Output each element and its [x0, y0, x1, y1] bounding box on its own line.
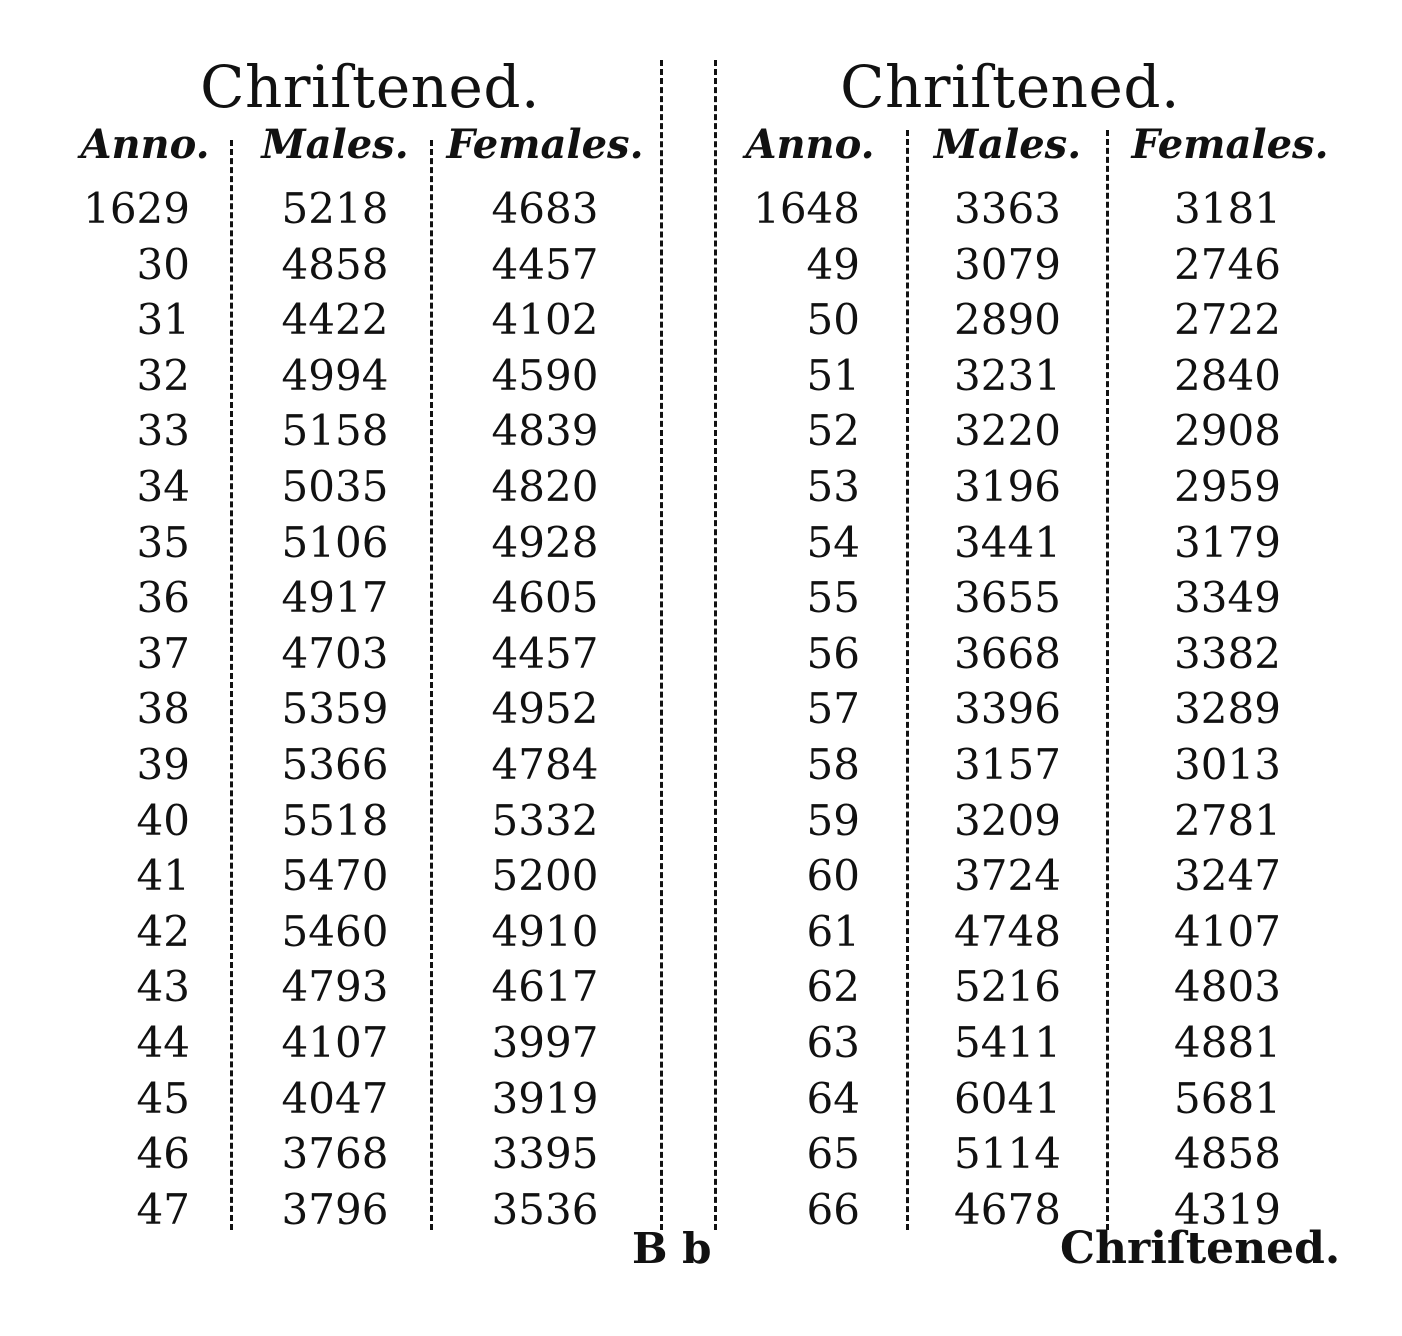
left-cell-anno: 43 — [136, 962, 190, 1012]
right-cell-females: 3181 — [1174, 184, 1281, 233]
right-cell-anno: 52 — [806, 406, 860, 456]
right-cell-males: 3157 — [954, 740, 1061, 789]
left-cell-females: 4820 — [491, 462, 599, 511]
right-cell-anno: 59 — [806, 795, 860, 845]
left-cell-anno: 37 — [136, 628, 190, 678]
right-cell-females: 2722 — [1174, 295, 1281, 345]
center-rule-right — [714, 60, 717, 1230]
right-cell-males: 4748 — [954, 906, 1061, 956]
left-cell-females: 3395 — [491, 1129, 599, 1179]
left-cell-males: 5106 — [281, 517, 389, 567]
right-cell-males: 3079 — [954, 239, 1061, 289]
left-cell-males: 5218 — [281, 184, 389, 233]
left-cell-females: 4683 — [491, 184, 599, 233]
signature-mark: B b — [632, 1224, 712, 1273]
right-cell-anno: 66 — [806, 1184, 860, 1234]
left-header-females: Females. — [446, 121, 644, 168]
left-cell-females: 4457 — [491, 628, 599, 678]
right-cell-males: 2890 — [954, 295, 1061, 345]
left-cell-females: 4457 — [491, 239, 599, 289]
right-cell-females: 2840 — [1174, 350, 1281, 400]
right-cell-anno: 49 — [806, 239, 860, 289]
right-cell-females: 3349 — [1174, 573, 1281, 623]
left-cell-males: 4858 — [281, 239, 389, 289]
left-cell-females: 4839 — [491, 406, 599, 456]
right-cell-females: 3179 — [1174, 517, 1281, 567]
left-cell-females: 4590 — [491, 350, 599, 400]
left-cell-males: 5518 — [281, 795, 389, 845]
left-cell-females: 4102 — [491, 295, 599, 345]
left-rule-anno-males — [230, 140, 233, 1230]
right-cell-females: 4803 — [1174, 962, 1281, 1012]
right-cell-anno: 55 — [806, 573, 860, 623]
right-cell-anno: 65 — [806, 1129, 860, 1179]
right-cell-males: 3363 — [954, 184, 1061, 233]
right-cell-anno: 1648 — [753, 184, 860, 233]
left-cell-anno: 32 — [136, 350, 190, 400]
right-cell-males: 6041 — [954, 1073, 1061, 1123]
right-cell-anno: 61 — [806, 906, 860, 956]
left-cell-anno: 46 — [136, 1129, 190, 1179]
right-cell-females: 2781 — [1174, 795, 1281, 845]
left-cell-females: 3997 — [491, 1018, 599, 1067]
right-cell-anno: 56 — [806, 628, 860, 678]
right-cell-females: 4319 — [1174, 1184, 1281, 1234]
right-rule-anno-males — [906, 130, 909, 1230]
left-cell-anno: 38 — [136, 684, 190, 734]
left-cell-males: 4994 — [281, 350, 389, 400]
left-cell-anno: 30 — [136, 239, 190, 289]
right-cell-males: 4678 — [954, 1184, 1061, 1234]
left-cell-females: 5200 — [491, 851, 599, 901]
right-cell-males: 3220 — [954, 406, 1061, 456]
right-cell-males: 3724 — [954, 851, 1061, 901]
left-cell-males: 5359 — [281, 684, 389, 734]
right-header-males: Males. — [933, 121, 1082, 168]
right-cell-males: 3441 — [954, 517, 1061, 567]
right-cell-females: 3013 — [1174, 740, 1281, 789]
left-cell-males: 5460 — [281, 906, 389, 956]
right-cell-females: 3247 — [1174, 851, 1281, 901]
left-cell-anno: 41 — [136, 851, 190, 901]
left-cell-anno: 31 — [136, 295, 190, 345]
catchword: Chriſtened. — [1060, 1223, 1341, 1274]
right-cell-males: 3209 — [954, 795, 1061, 845]
right-cell-females: 4107 — [1174, 906, 1281, 956]
left-cell-females: 4617 — [491, 962, 599, 1012]
right-cell-males: 3668 — [954, 628, 1061, 678]
right-cell-females: 3289 — [1174, 684, 1281, 734]
right-cell-anno: 60 — [806, 851, 860, 901]
left-cell-anno: 1629 — [83, 184, 190, 233]
right-header-females: Females. — [1131, 121, 1329, 168]
left-cell-females: 4910 — [491, 906, 599, 956]
left-header-anno: Anno. — [80, 121, 210, 168]
left-header-males: Males. — [261, 121, 409, 168]
right-cell-anno: 62 — [806, 962, 860, 1012]
left-cell-females: 4928 — [491, 517, 599, 567]
left-cell-females: 4784 — [491, 740, 599, 789]
right-cell-males: 5411 — [954, 1018, 1061, 1067]
right-header-anno: Anno. — [745, 121, 875, 168]
right-cell-females: 2908 — [1174, 406, 1281, 456]
left-cell-anno: 40 — [136, 795, 190, 845]
right-cell-females: 4881 — [1174, 1018, 1281, 1067]
right-cell-females: 4858 — [1174, 1129, 1281, 1179]
left-cell-males: 5035 — [281, 462, 389, 511]
right-table-title: Chriſtened. — [840, 53, 1180, 121]
left-cell-males: 4917 — [281, 573, 389, 623]
left-cell-males: 4703 — [281, 628, 389, 678]
right-cell-anno: 51 — [806, 350, 860, 400]
center-rule-left — [660, 60, 663, 1230]
left-cell-males: 5158 — [281, 406, 389, 456]
left-cell-females: 4952 — [491, 684, 599, 734]
right-cell-males: 3396 — [954, 684, 1061, 734]
left-cell-anno: 39 — [136, 740, 190, 789]
right-cell-anno: 64 — [806, 1073, 860, 1123]
left-cell-anno: 47 — [136, 1184, 190, 1234]
left-rule-males-females — [430, 140, 433, 1230]
right-rule-males-females — [1106, 130, 1109, 1230]
right-cell-anno: 57 — [806, 684, 860, 734]
left-cell-anno: 45 — [136, 1073, 190, 1123]
right-cell-anno: 50 — [806, 295, 860, 345]
right-cell-females: 3382 — [1174, 628, 1281, 678]
right-cell-anno: 63 — [806, 1018, 860, 1067]
right-cell-males: 3231 — [954, 350, 1061, 400]
right-cell-females: 5681 — [1174, 1073, 1281, 1123]
right-cell-males: 5216 — [954, 962, 1061, 1012]
left-cell-females: 5332 — [491, 795, 599, 845]
right-cell-anno: 58 — [806, 740, 860, 789]
left-cell-anno: 35 — [136, 517, 190, 567]
right-cell-anno: 53 — [806, 462, 860, 511]
right-cell-males: 3196 — [954, 462, 1061, 511]
right-cell-females: 2959 — [1174, 462, 1281, 511]
left-table-title: Chriſtened. — [200, 53, 540, 121]
left-cell-anno: 42 — [136, 906, 190, 956]
left-cell-males: 4107 — [281, 1018, 389, 1067]
left-cell-anno: 36 — [136, 573, 190, 623]
left-cell-males: 5366 — [281, 740, 389, 789]
left-cell-males: 4422 — [281, 295, 389, 345]
left-cell-females: 4605 — [491, 573, 599, 623]
left-cell-females: 3919 — [491, 1073, 599, 1123]
left-cell-males: 4793 — [281, 962, 389, 1012]
left-cell-males: 5470 — [281, 851, 389, 901]
right-cell-females: 2746 — [1174, 239, 1281, 289]
left-cell-males: 4047 — [281, 1073, 389, 1123]
left-cell-males: 3768 — [281, 1129, 389, 1179]
left-cell-females: 3536 — [491, 1184, 599, 1234]
left-cell-anno: 33 — [136, 406, 190, 456]
right-cell-males: 5114 — [954, 1129, 1061, 1179]
left-cell-males: 3796 — [281, 1184, 389, 1234]
right-cell-males: 3655 — [954, 573, 1061, 623]
left-cell-anno: 44 — [136, 1018, 190, 1067]
right-cell-anno: 54 — [806, 517, 860, 567]
left-cell-anno: 34 — [136, 462, 190, 511]
